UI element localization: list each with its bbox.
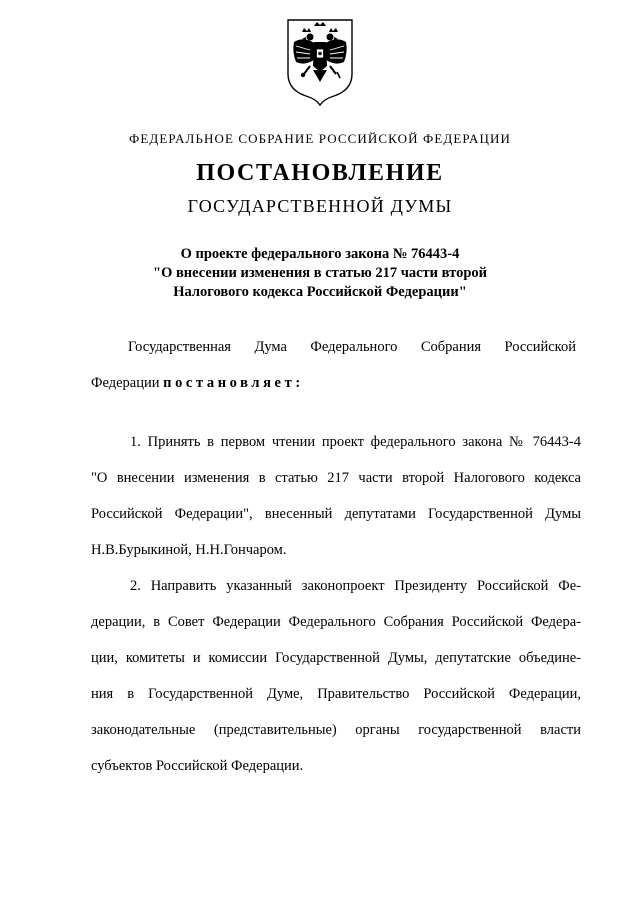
paragraph-line: 2. Направить указанный законопроект Президенту Российской Фе- [130, 578, 581, 594]
organization-name: ФЕДЕРАЛЬНОЕ СОБРАНИЕ РОССИЙСКОЙ ФЕДЕРАЦИИ [128, 131, 511, 146]
preamble-text: Федерации [91, 375, 164, 391]
paragraph-line: "О внесении изменения в статью 217 части второй Налогового кодекса [91, 470, 581, 486]
paragraph-line: дерации, в Совет Федерации Федерального Собрания Российской Федера- [91, 614, 581, 630]
paragraph-line: законодательные (представительные) органы государственной власти [91, 722, 581, 738]
paragraph-line: ции, комитеты и комиссии Государственной Думы, депутатские объедине- [91, 650, 581, 666]
paragraph-line: ния в Государственной Думе, Правительство Российской Федерации, [91, 686, 581, 702]
resolves-word: постановляет: [163, 375, 304, 391]
paragraph-line: Российской Федерации", внесенный депутатами Государственной Думы [91, 506, 581, 522]
subject-line: Налогового кодекса Российской Федерации" [173, 284, 467, 300]
double-headed-eagle-emblem-icon [280, 16, 360, 106]
paragraph-line: Н.В.Бурыкиной, Н.Н.Гончаром. [91, 542, 287, 558]
paragraph-line: субъектов Российской Федерации. [91, 758, 304, 774]
preamble-line: Государственная Дума Федерального Собрания Российской [128, 339, 576, 355]
paragraph-line: 1. Принять в первом чтении проект федерального закона № 76443-4 [130, 434, 581, 450]
document-type-title: ПОСТАНОВЛЕНИЕ [196, 160, 444, 186]
preamble-line [91, 375, 304, 392]
subject-line: "О внесении изменения в статью 217 части второй [153, 265, 487, 281]
document-subject [0, 245, 640, 302]
document-issuer: ГОСУДАРСТВЕННОЙ ДУМЫ [187, 196, 453, 216]
subject-line: О проекте федерального закона № 76443-4 [180, 246, 460, 262]
